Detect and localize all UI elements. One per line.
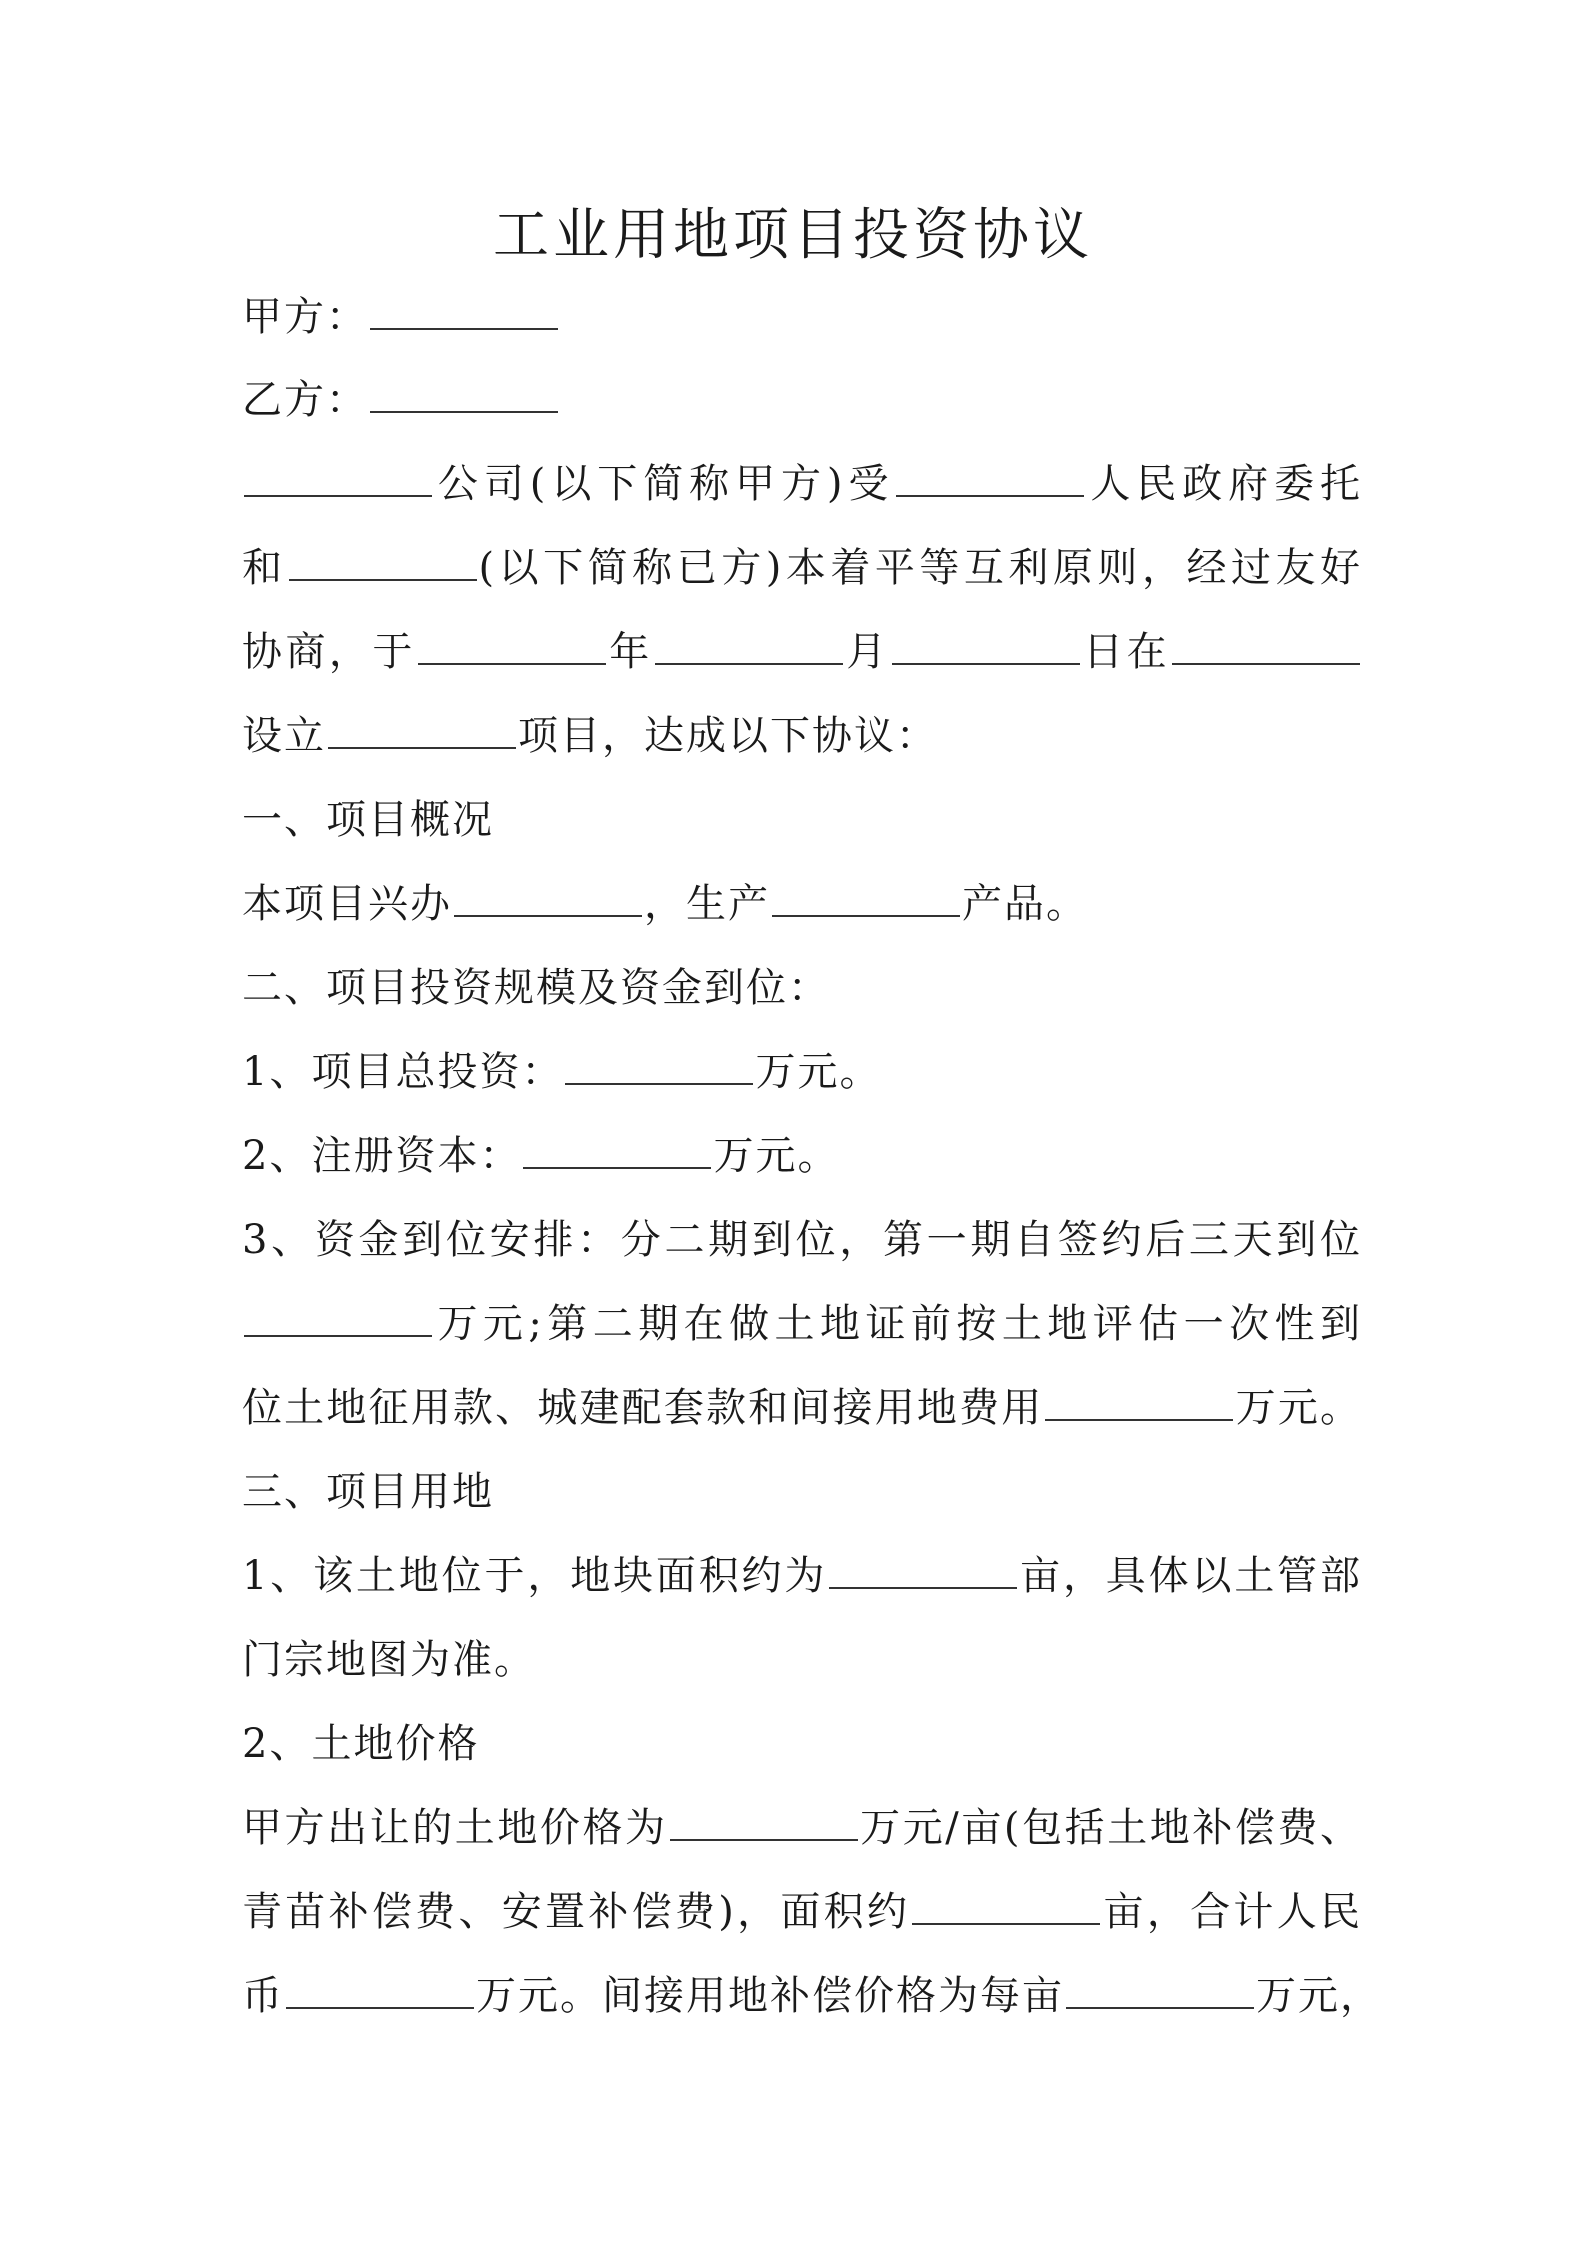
document-title: 工业用地项目投资协议	[493, 203, 1093, 268]
first-phase-amount-blank	[244, 1301, 432, 1337]
intro-text: (以下简称已方)本着平等互利原则，经过友好	[478, 545, 1362, 591]
government-blank	[896, 461, 1084, 497]
section-text: 万元。	[713, 1133, 840, 1179]
section-text: 位土地征用款、城建配套款和间接用地费用	[242, 1385, 1044, 1431]
intro-text: 日在	[1081, 629, 1171, 675]
intro-line-4	[242, 694, 1362, 778]
second-phase-amount-blank	[1045, 1385, 1233, 1421]
section-text: 万元。间接用地补偿价格为每亩	[476, 1973, 1064, 2019]
land-price-line-1	[242, 1786, 1362, 1870]
intro-text: 人民政府委托	[1086, 461, 1362, 507]
intro-text: 协商，于	[242, 629, 416, 675]
indirect-compensation-blank	[1066, 1973, 1254, 2009]
section-2-item-3-line-2	[242, 1282, 1362, 1366]
intro-text: 月	[844, 629, 890, 675]
section-2-item-3-line-1	[242, 1198, 1362, 1282]
section-text: 本项目兴办	[242, 881, 452, 927]
party-b-name-blank	[289, 545, 477, 581]
project-name-blank	[328, 713, 516, 749]
section-3-item-2-heading: 2、土地价格	[242, 1721, 480, 1767]
party-b-line	[242, 358, 1362, 442]
section-2-item-3-line-3	[242, 1366, 1362, 1450]
section-text: 万元/亩(包括土地补偿费、	[859, 1805, 1363, 1851]
section-1-heading: 一、项目概况	[242, 797, 494, 843]
total-investment-blank	[565, 1049, 753, 1085]
year-blank	[418, 629, 606, 665]
land-price-line-3	[242, 1954, 1382, 2038]
intro-text: 和	[242, 545, 287, 591]
section-text: 万元;第二期在做土地证前按土地评估一次性到	[434, 1301, 1362, 1347]
land-area-blank	[829, 1553, 1017, 1589]
total-rmb-blank	[286, 1973, 474, 2009]
price-per-mu-blank	[670, 1805, 858, 1841]
month-blank	[655, 629, 843, 665]
section-text: 3、资金到位安排：分二期到位，第一期自签约后三天到位	[242, 1217, 1362, 1263]
section-text: 万元。	[755, 1049, 882, 1095]
section-1-line-1	[242, 862, 1362, 946]
party-b-label: 乙方：	[242, 377, 368, 423]
party-b-blank	[370, 377, 558, 413]
section-text: ，生产	[644, 881, 770, 927]
section-text: 甲方出让的土地价格为	[242, 1805, 668, 1851]
party-a-line	[242, 275, 1362, 359]
section-text: 亩，合计人民	[1102, 1889, 1363, 1935]
section-2-heading: 二、项目投资规模及资金到位：	[242, 965, 830, 1011]
intro-line-1	[242, 442, 1362, 526]
party-a-label: 甲方：	[242, 294, 368, 340]
section-2-item-1	[242, 1030, 1362, 1114]
intro-text: 项目，达成以下协议：	[518, 713, 938, 759]
section-2-item-2	[242, 1114, 1362, 1198]
section-text: 币	[242, 1973, 284, 2019]
intro-text: 设立	[242, 713, 326, 759]
product-blank	[772, 881, 960, 917]
company-name-blank	[244, 461, 432, 497]
land-price-line-2	[242, 1870, 1362, 1954]
intro-text: 公司(以下简称甲方)受	[434, 461, 895, 507]
section-3-item-1-line-2: 门宗地图为准。	[242, 1637, 536, 1683]
section-text: 亩，具体以土管部	[1019, 1553, 1363, 1599]
section-text: 万元，	[1256, 1973, 1382, 2019]
section-text: 万元。	[1235, 1385, 1363, 1431]
section-3-item-1-line-1	[242, 1534, 1362, 1618]
registered-capital-blank	[523, 1133, 711, 1169]
area-mu-blank	[912, 1889, 1100, 1925]
section-text: 2、注册资本：	[242, 1133, 522, 1179]
intro-text: 年	[607, 629, 653, 675]
intro-line-3	[242, 610, 1362, 694]
intro-line-2	[242, 526, 1362, 610]
section-3-heading: 三、项目用地	[242, 1469, 494, 1515]
day-blank	[892, 629, 1080, 665]
section-text: 1、该土地位于，地块面积约为	[242, 1553, 828, 1599]
section-text: 1、项目总投资：	[242, 1049, 564, 1095]
location-blank	[1172, 629, 1360, 665]
section-text: 青苗补偿费、安置补偿费)，面积约	[242, 1889, 911, 1935]
party-a-blank	[370, 294, 558, 330]
enterprise-blank	[454, 881, 642, 917]
section-text: 产品。	[962, 881, 1088, 927]
